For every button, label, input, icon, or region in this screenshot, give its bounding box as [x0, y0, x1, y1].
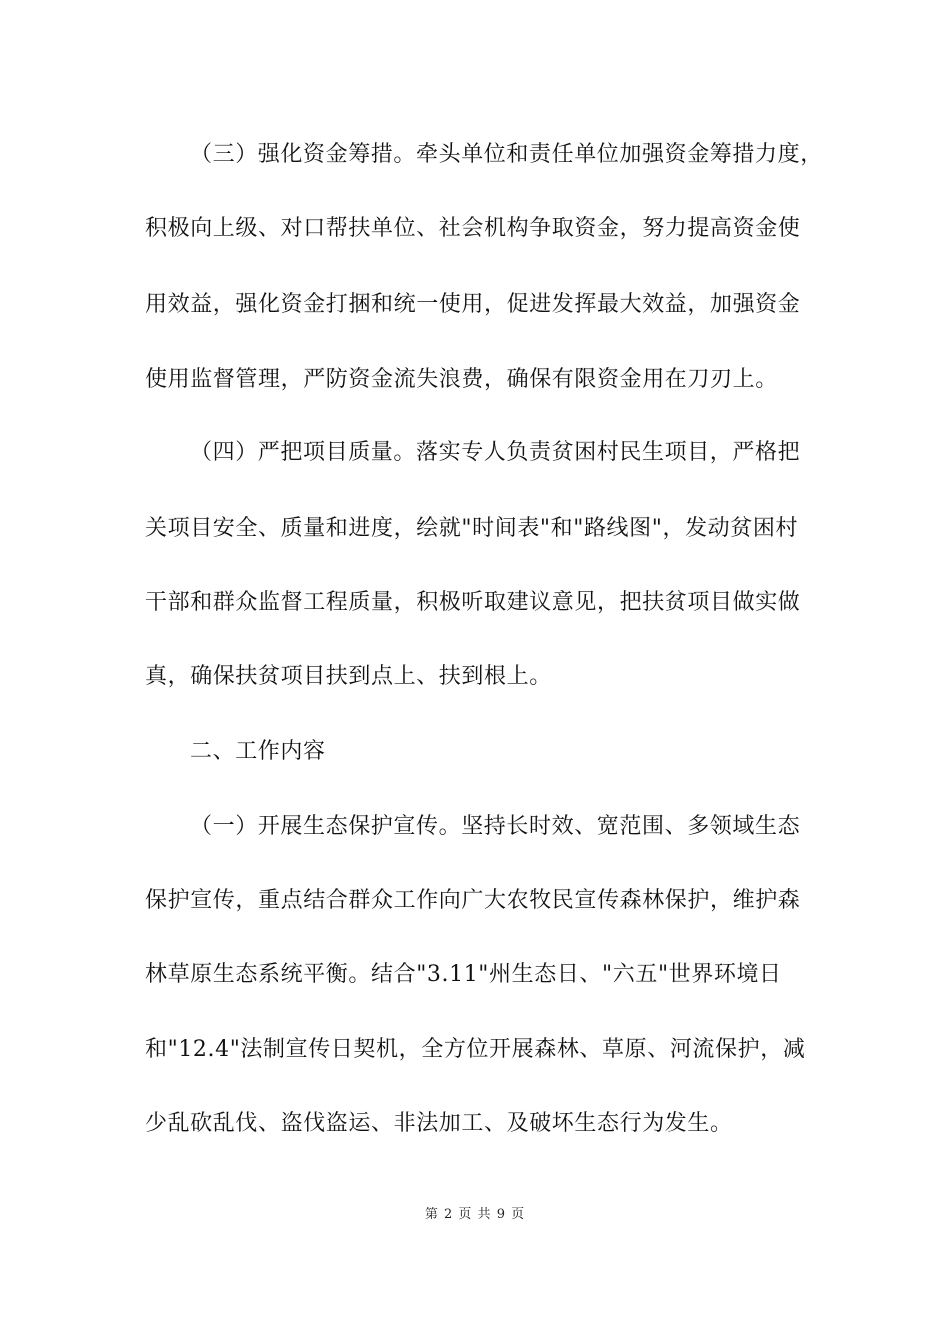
paragraph-4-line-3: 干部和群众监督工程质量，积极听取建议意见，把扶贫项目做实做 [145, 590, 801, 615]
paragraph-4-line-2: 关项目安全、质量和进度，绘就"时间表"和"路线图"，发动贫困村 [145, 516, 799, 541]
paragraph-5-line-2: 保护宣传，重点结合群众工作向广大农牧民宣传森林保护，维护森 [145, 888, 801, 913]
page-number-footer: 第 2 页 共 9 页 [424, 1207, 526, 1222]
paragraph-5-line-3: 林草原生态系统平衡。结合"3.11"州生态日、"六五"世界环境日 [145, 962, 782, 987]
section-heading: 二、工作内容 [190, 739, 326, 764]
paragraph-4-line-4: 真，确保扶贫项目扶到点上、扶到根上。 [145, 664, 552, 689]
paragraph-3-line-3: 用效益，强化资金打捆和统一使用，促进发挥最大效益，加强资金 [145, 292, 801, 317]
paragraph-3-line-1: （三）强化资金筹措。牵头单位和责任单位加强资金筹措力度， [190, 142, 823, 167]
paragraph-3-line-4: 使用监督管理，严防资金流失浪费，确保有限资金用在刀刃上。 [145, 367, 778, 392]
paragraph-5-line-5: 少乱砍乱伐、盗伐盗运、非法加工、及破坏生态行为发生。 [145, 1111, 733, 1136]
paragraph-4-line-1: （四）严把项目质量。落实专人负责贫困村民生项目，严格把 [190, 440, 801, 465]
paragraph-5-line-1: （一）开展生态保护宣传。坚持长时效、宽范围、多领域生态 [190, 814, 801, 839]
paragraph-5-line-4: 和"12.4"法制宣传日契机，全方位开展森林、草原、河流保护，减 [145, 1037, 806, 1062]
paragraph-3-line-2: 积极向上级、对口帮扶单位、社会机构争取资金，努力提高资金使 [145, 216, 801, 241]
